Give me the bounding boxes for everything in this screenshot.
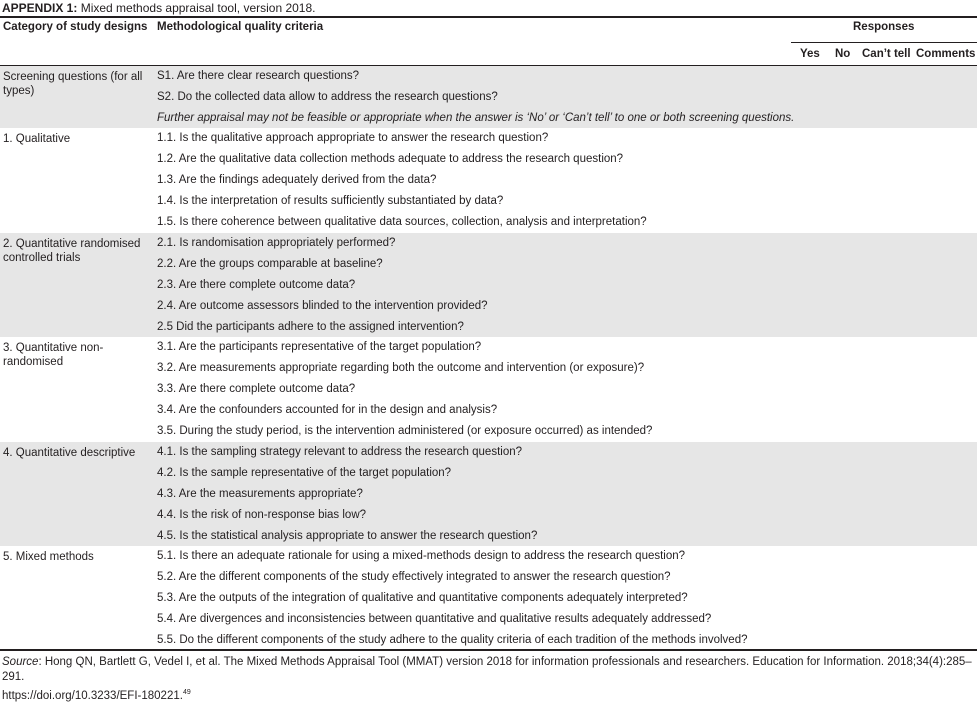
top-rule <box>0 16 977 18</box>
category-label: Screening questions (for all types) <box>3 71 143 97</box>
category-label: 4. Quantitative descriptive <box>3 446 136 459</box>
title-text: Mixed methods appraisal tool, version 2018. <box>77 1 316 15</box>
criterion-item: S1. Are there clear research questions? <box>157 70 360 82</box>
criterion-item: S2. Do the collected data allow to address the research questions? <box>157 91 498 103</box>
bottom-rule <box>0 649 977 651</box>
header-cant-tell: Can’t tell <box>862 48 911 60</box>
section-row <box>0 442 977 547</box>
header-yes: Yes <box>800 48 820 60</box>
source-note <box>2 655 977 704</box>
source-label: Source <box>2 656 39 668</box>
category-label: 1. Qualitative <box>3 133 71 145</box>
criterion-item: 3.1. Are the participants representative of the target population? <box>157 341 482 353</box>
criterion-item: 5.3. Are the outputs of the integration of qualitative and quantitative components adequately interpreted? <box>157 592 688 604</box>
criterion-item: 4.1. Is the sampling strategy relevant to address the research question? <box>157 445 523 458</box>
criterion-item: 4.3. Are the measurements appropriate? <box>157 487 363 500</box>
section-row <box>0 546 977 651</box>
criterion-item: 4.5. Is the statistical analysis appropriate to answer the research question? <box>157 529 538 542</box>
header-no: No <box>835 48 851 60</box>
criterion-item: 4.4. Is the risk of non-response bias low? <box>157 508 367 521</box>
responses-rule <box>791 42 977 43</box>
header-category: Category of study designs <box>3 21 148 33</box>
criterion-item: 2.1. Is randomisation appropriately performed? <box>157 236 396 249</box>
header-criteria: Methodological quality criteria <box>157 21 324 33</box>
category-label: 5. Mixed methods <box>3 551 94 563</box>
criterion-item: 3.3. Are there complete outcome data? <box>157 383 356 395</box>
section-row <box>0 233 977 338</box>
criterion-item: 2.4. Are outcome assessors blinded to the intervention provided? <box>157 299 488 312</box>
criterion-item: 3.5. During the study period, is the intervention administered (or exposure occurred) as intended? <box>157 425 653 437</box>
source-doi[interactable]: https://doi.org/10.3233/EFI-180221. <box>2 689 183 702</box>
section-row <box>0 66 977 128</box>
screening-note: Further appraisal may not be feasible or appropriate when the answer is ‘No’ or ‘Can’t tell’ to one or both screening questions. <box>157 112 795 124</box>
criterion-item: 1.5. Is there coherence between qualitative data sources, collection, analysis and interpretation? <box>157 216 647 228</box>
criterion-item: 1.2. Are the qualitative data collection methods adequate to address the research question? <box>157 153 624 165</box>
criterion-item: 3.2. Are measurements appropriate regarding both the outcome and intervention (or exposure)? <box>157 362 645 374</box>
category-label: 3. Quantitative non-randomised <box>3 342 104 368</box>
source-ref: 49 <box>182 689 191 696</box>
criterion-item: 5.5. Do the different components of the study adhere to the quality criteria of each tradition of the methods involved? <box>157 634 748 646</box>
criterion-item: 4.2. Is the sample representative of the target population? <box>157 466 452 479</box>
header-responses: Responses <box>853 21 915 33</box>
criterion-item: 5.1. Is there an adequate rationale for using a mixed-methods design to address the research question? <box>157 550 686 562</box>
source-text: : Hong QN, Bartlett G, Vedel I, et al. The Mixed Methods Appraisal Tool (MMAT) version 2018 for information professionals and researchers. Education for Information. 2018;34(4):285–291. <box>2 656 972 683</box>
criterion-item: 2.3. Are there complete outcome data? <box>157 278 356 291</box>
category-label: 2. Quantitative randomised controlled trials <box>3 237 141 264</box>
header-comments: Comments <box>916 48 976 60</box>
criterion-item: 1.3. Are the findings adequately derived from the data? <box>157 174 437 186</box>
criterion-item: 5.4. Are divergences and inconsistencies between quantitative and qualitative results adequately addressed? <box>157 613 712 625</box>
criterion-item: 5.2. Are the different components of the study effectively integrated to answer the research question? <box>157 571 671 583</box>
table-title <box>2 1 316 15</box>
criterion-item: 3.4. Are the confounders accounted for in the design and analysis? <box>157 404 498 416</box>
section-row <box>0 128 977 233</box>
criterion-item: 2.2. Are the groups comparable at baseline? <box>157 257 383 270</box>
criterion-item: 1.4. Is the interpretation of results sufficiently substantiated by data? <box>157 195 504 207</box>
section-row <box>0 337 977 442</box>
criterion-item: 2.5 Did the participants adhere to the assigned intervention? <box>157 320 464 333</box>
criterion-item: 1.1. Is the qualitative approach appropriate to answer the research question? <box>157 132 549 144</box>
title-label: APPENDIX 1: <box>2 1 78 15</box>
